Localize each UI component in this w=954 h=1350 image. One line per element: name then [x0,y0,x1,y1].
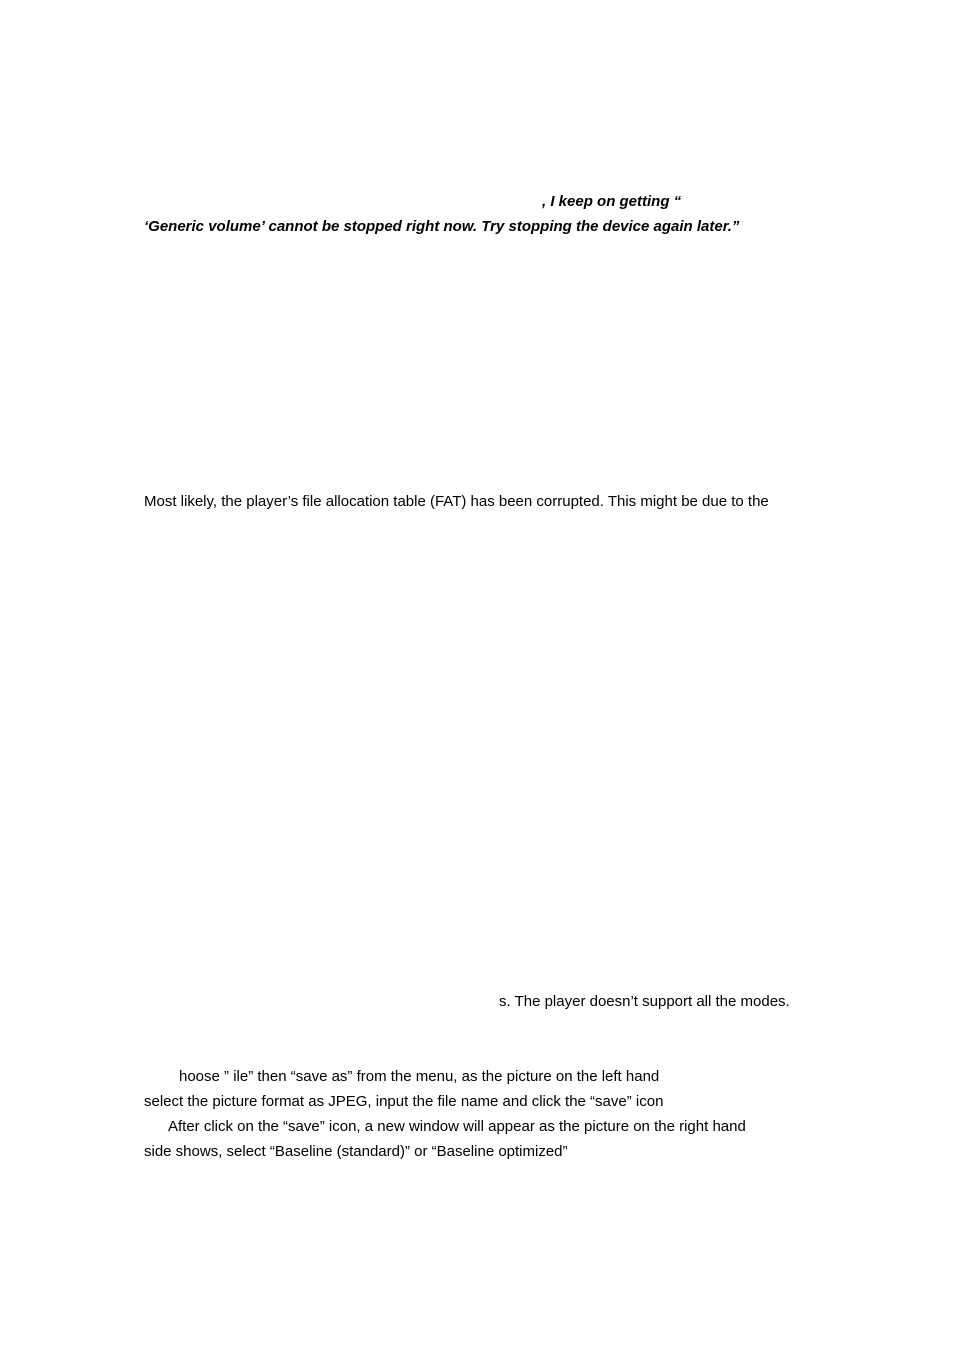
steps-text-line-2: select the picture format as JPEG, input the file name and click the “save” icon [144,1093,664,1110]
question-text-line-2: ‘Generic volume’ cannot be stopped right now. Try stopping the device again later.” [144,218,740,235]
steps-text-line-4: side shows, select “Baseline (standard)” or “Baseline optimized” [144,1143,568,1160]
modes-note-text: s. The player doesn’t support all the modes. [499,993,790,1010]
steps-text-line-1: hoose ” ile” then “save as” from the menu, as the picture on the left hand [179,1068,660,1085]
answer-text-line-1: Most likely, the player’s file allocation table (FAT) has been corrupted. This might be due to the [144,493,769,510]
steps-text-line-3: After click on the “save” icon, a new window will appear as the picture on the right hand [168,1118,746,1135]
question-text-line-1: , I keep on getting “ [542,193,682,210]
